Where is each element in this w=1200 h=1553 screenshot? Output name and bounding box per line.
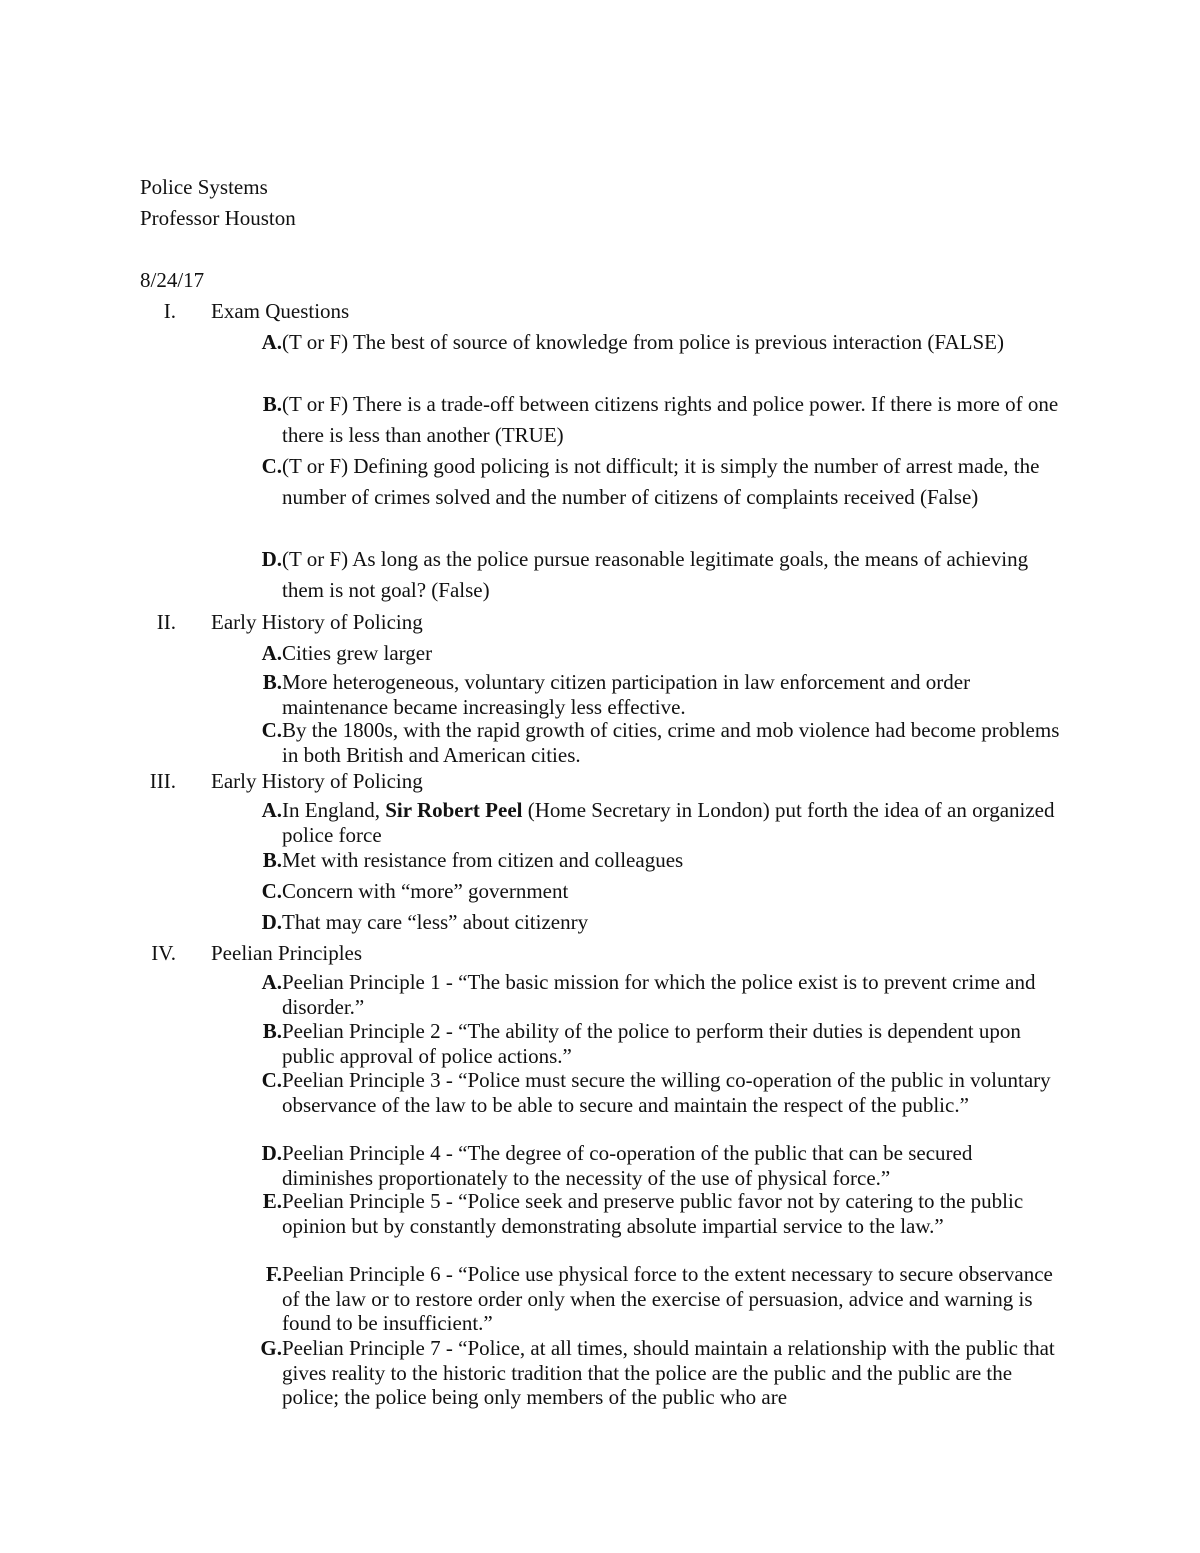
section-heading bbox=[0, 766, 1200, 797]
section-numeral: III. bbox=[149, 769, 176, 793]
list-item bbox=[244, 1141, 1064, 1190]
list-item bbox=[244, 798, 1064, 847]
item-text: Cities grew larger bbox=[282, 641, 433, 665]
item-text: Peelian Principle 5 - “Police seek and preserve public favor not by catering to the public opinion but by constantly demonstrating absolute impartial service to the law.” bbox=[282, 1189, 1024, 1238]
list-item bbox=[244, 1336, 1064, 1410]
item-text: Concern with “more” government bbox=[282, 879, 569, 903]
item-letter: B. bbox=[262, 392, 282, 416]
section-title: Exam Questions bbox=[211, 299, 350, 323]
item-letter: A. bbox=[261, 641, 282, 665]
item-letter: D. bbox=[261, 1141, 282, 1165]
item-letter: B. bbox=[262, 1019, 282, 1043]
item-letter: G. bbox=[260, 1336, 282, 1360]
section-title: Early History of Policing bbox=[211, 610, 423, 634]
list-item bbox=[244, 845, 1064, 876]
list-item bbox=[244, 670, 1064, 719]
item-text: Peelian Principle 1 - “The basic mission for which the police exist is to prevent crime and disorder.” bbox=[282, 970, 1036, 1019]
item-letter: A. bbox=[261, 970, 282, 994]
list-item bbox=[244, 1019, 1064, 1068]
person-name: Sir Robert Peel bbox=[385, 798, 523, 822]
item-text: (T or F) There is a trade-off between citizens rights and police power. If there is more of one there is less than another (TRUE) bbox=[282, 392, 1059, 447]
list-item bbox=[244, 327, 1064, 358]
section-numeral: I. bbox=[163, 299, 176, 323]
item-text: Peelian Principle 3 - “Police must secure the willing co-operation of the public in voluntary observance of the law to be able to secure and maintain the respect of the public.” bbox=[282, 1068, 1051, 1117]
item-text: That may care “less” about citizenry bbox=[282, 910, 589, 934]
item-text-rest: (Home Secretary in London) put forth the idea of an organized police force bbox=[282, 798, 1055, 847]
item-letter: C. bbox=[261, 1068, 282, 1092]
item-text: (T or F) As long as the police pursue reasonable legitimate goals, the means of achieving them is not goal? (False) bbox=[282, 547, 1029, 602]
list-item bbox=[244, 544, 1064, 606]
item-text: Peelian Principle 4 - “The degree of co-operation of the public that can be secured diminishes proportionately to the necessity of the use of physical force.” bbox=[282, 1141, 973, 1190]
section-numeral: IV. bbox=[151, 941, 176, 965]
list-item bbox=[244, 1189, 1064, 1238]
lecture-date: 8/24/17 bbox=[140, 268, 205, 292]
list-item bbox=[244, 907, 1064, 938]
course-title: Police Systems bbox=[140, 175, 268, 199]
section-heading bbox=[0, 938, 1200, 969]
item-text: (T or F) The best of source of knowledge from police is previous interaction (FALSE) bbox=[282, 330, 1004, 354]
list-item bbox=[244, 970, 1064, 1019]
item-letter: C. bbox=[261, 718, 282, 742]
list-item bbox=[244, 1262, 1064, 1336]
item-letter: A. bbox=[261, 798, 282, 822]
item-letter: D. bbox=[261, 910, 282, 934]
list-item bbox=[244, 638, 1064, 669]
item-text: Peelian Principle 2 - “The ability of the police to perform their duties is dependent upon public approval of police actions.” bbox=[282, 1019, 1021, 1068]
item-letter: F. bbox=[265, 1262, 282, 1286]
section-heading bbox=[0, 296, 1200, 327]
list-item bbox=[244, 876, 1064, 907]
item-letter: A. bbox=[261, 330, 282, 354]
item-letter: E. bbox=[262, 1189, 282, 1213]
section-numeral: II. bbox=[156, 610, 176, 634]
item-text: (T or F) Defining good policing is not difficult; it is simply the number of arrest made, the number of crimes solved and the number of citizens of complaints received (False) bbox=[282, 454, 1040, 509]
list-item bbox=[244, 389, 1064, 451]
list-item bbox=[244, 718, 1064, 767]
section-heading bbox=[0, 607, 1200, 638]
item-text: More heterogeneous, voluntary citizen participation in law enforcement and order maintenance became increasingly less effective. bbox=[282, 670, 971, 719]
item-text: By the 1800s, with the rapid growth of cities, crime and mob violence had become problems in both British and American cities. bbox=[282, 718, 1060, 767]
item-text-prefix: In England, bbox=[282, 798, 386, 822]
section-title: Peelian Principles bbox=[211, 941, 363, 965]
item-text bbox=[282, 798, 1064, 847]
item-text: Peelian Principle 6 - “Police use physical force to the extent necessary to secure observance of the law or to restore order only when the exercise of persuasion, advice and warning is found to be insufficient.” bbox=[282, 1262, 1053, 1335]
item-letter: C. bbox=[261, 879, 282, 903]
item-text: Peelian Principle 7 - “Police, at all times, should maintain a relationship with the public that gives reality to the historic tradition that the police are the public and the public are the police; the police being only members of the public who are bbox=[282, 1336, 1055, 1409]
professor-name: Professor Houston bbox=[140, 206, 296, 230]
item-text: Met with resistance from citizen and colleagues bbox=[282, 848, 684, 872]
item-letter: B. bbox=[262, 670, 282, 694]
item-letter: C. bbox=[261, 454, 282, 478]
list-item bbox=[244, 1068, 1064, 1117]
item-letter: B. bbox=[262, 848, 282, 872]
section-title: Early History of Policing bbox=[211, 769, 423, 793]
list-item bbox=[244, 451, 1064, 513]
item-letter: D. bbox=[261, 547, 282, 571]
